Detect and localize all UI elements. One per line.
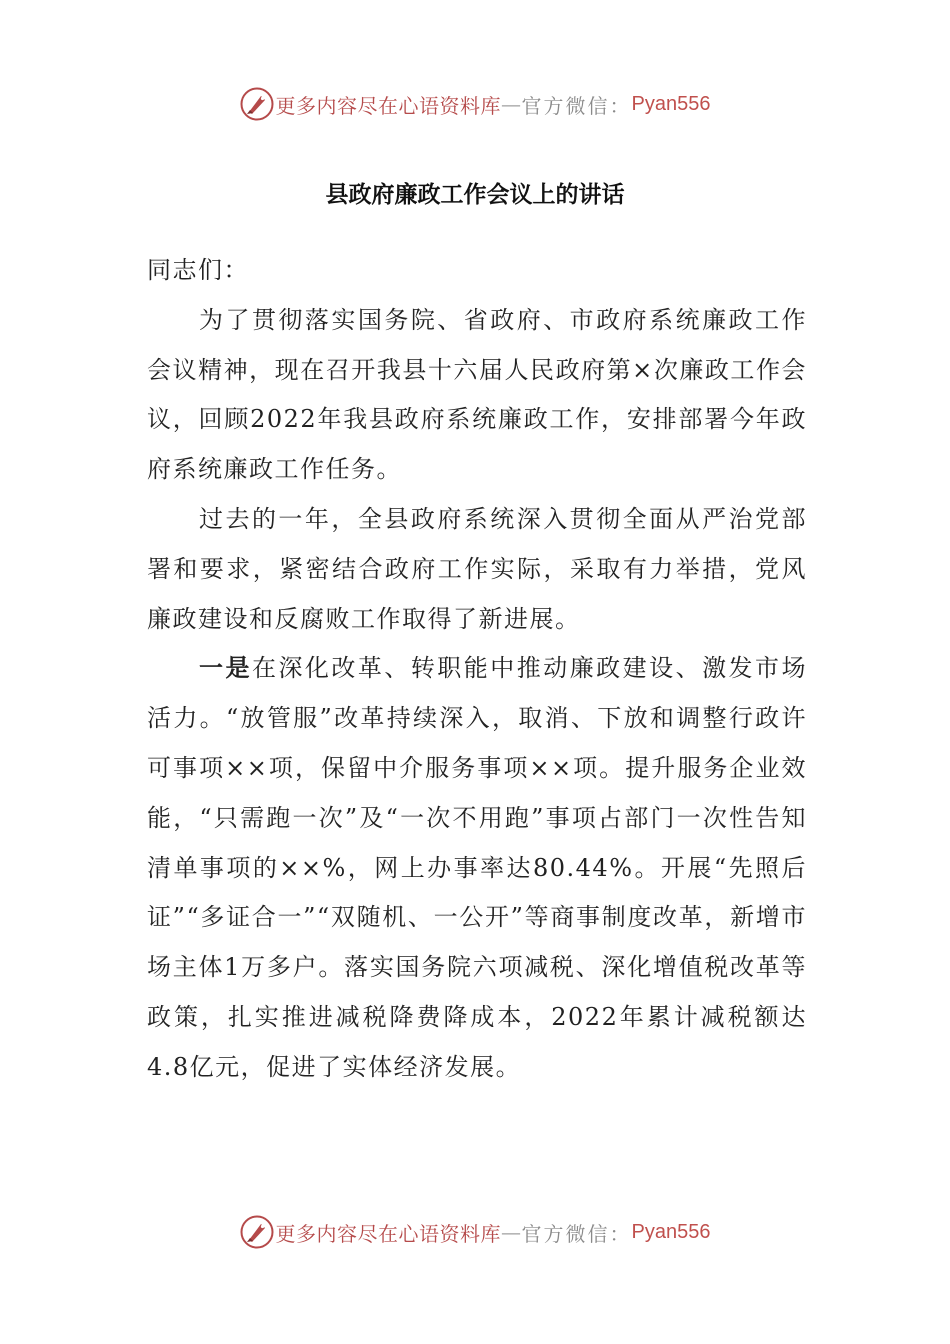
paragraph-2: 过去的一年，全县政府系统深入贯彻全面从严治党部署和要求，紧密结合政府工作实际，采取有力举措，党风廉政建设和反腐败工作取得了新进展。 [147, 504, 807, 633]
paragraph-3-lead: 一是 [199, 654, 252, 683]
paragraph-3 [147, 644, 807, 1092]
header-banner [0, 84, 950, 124]
document-body [147, 246, 807, 1093]
salutation: 同志们： [147, 256, 249, 284]
pen-nib-logo-icon [240, 87, 274, 121]
footer-banner [0, 1212, 950, 1252]
document-title: 县政府廉政工作会议上的讲话 [325, 182, 625, 208]
wechat-id: Pyan556 [631, 1220, 711, 1243]
banner-dash: — [501, 92, 522, 116]
wechat-id: Pyan556 [631, 92, 711, 115]
paragraph-3-text: 在深化改革、转职能中推动廉政建设、激发市场活力。“放管服”改革持续深入，取消、下放和调整行政许可事项××项，保留中介服务事项××项。提升服务企业效能，“只需跑一次”及“一次不用跑”事项占部门一次性告知清单事项的××%，网上办事率达80.44%。开展“先照后证”“多证合一”“双随机、一公开”等商事制度改革，新增市场主体1万多户。落实国务院六项减税、深化增值税改革等政策，扎实推进减税降费降成本，2022年累计减税额达4.8亿元，促进了实体经济发展。 [147, 654, 808, 1081]
promo-text: 更多内容尽在心语资料库 [275, 1221, 502, 1246]
pen-nib-logo-icon [240, 1215, 274, 1249]
banner-dash: — [501, 1220, 522, 1244]
official-wechat-label: 官方微信： [521, 1221, 632, 1246]
paragraph-1: 为了贯彻落实国务院、省政府、市政府系统廉政工作会议精神，现在召开我县十六届人民政府第×次廉政工作会议，回顾2022年我县政府系统廉政工作，安排部署今年政府系统廉政工作任务。 [147, 305, 807, 484]
promo-text: 更多内容尽在心语资料库 [275, 93, 502, 118]
official-wechat-label: 官方微信： [521, 93, 632, 118]
